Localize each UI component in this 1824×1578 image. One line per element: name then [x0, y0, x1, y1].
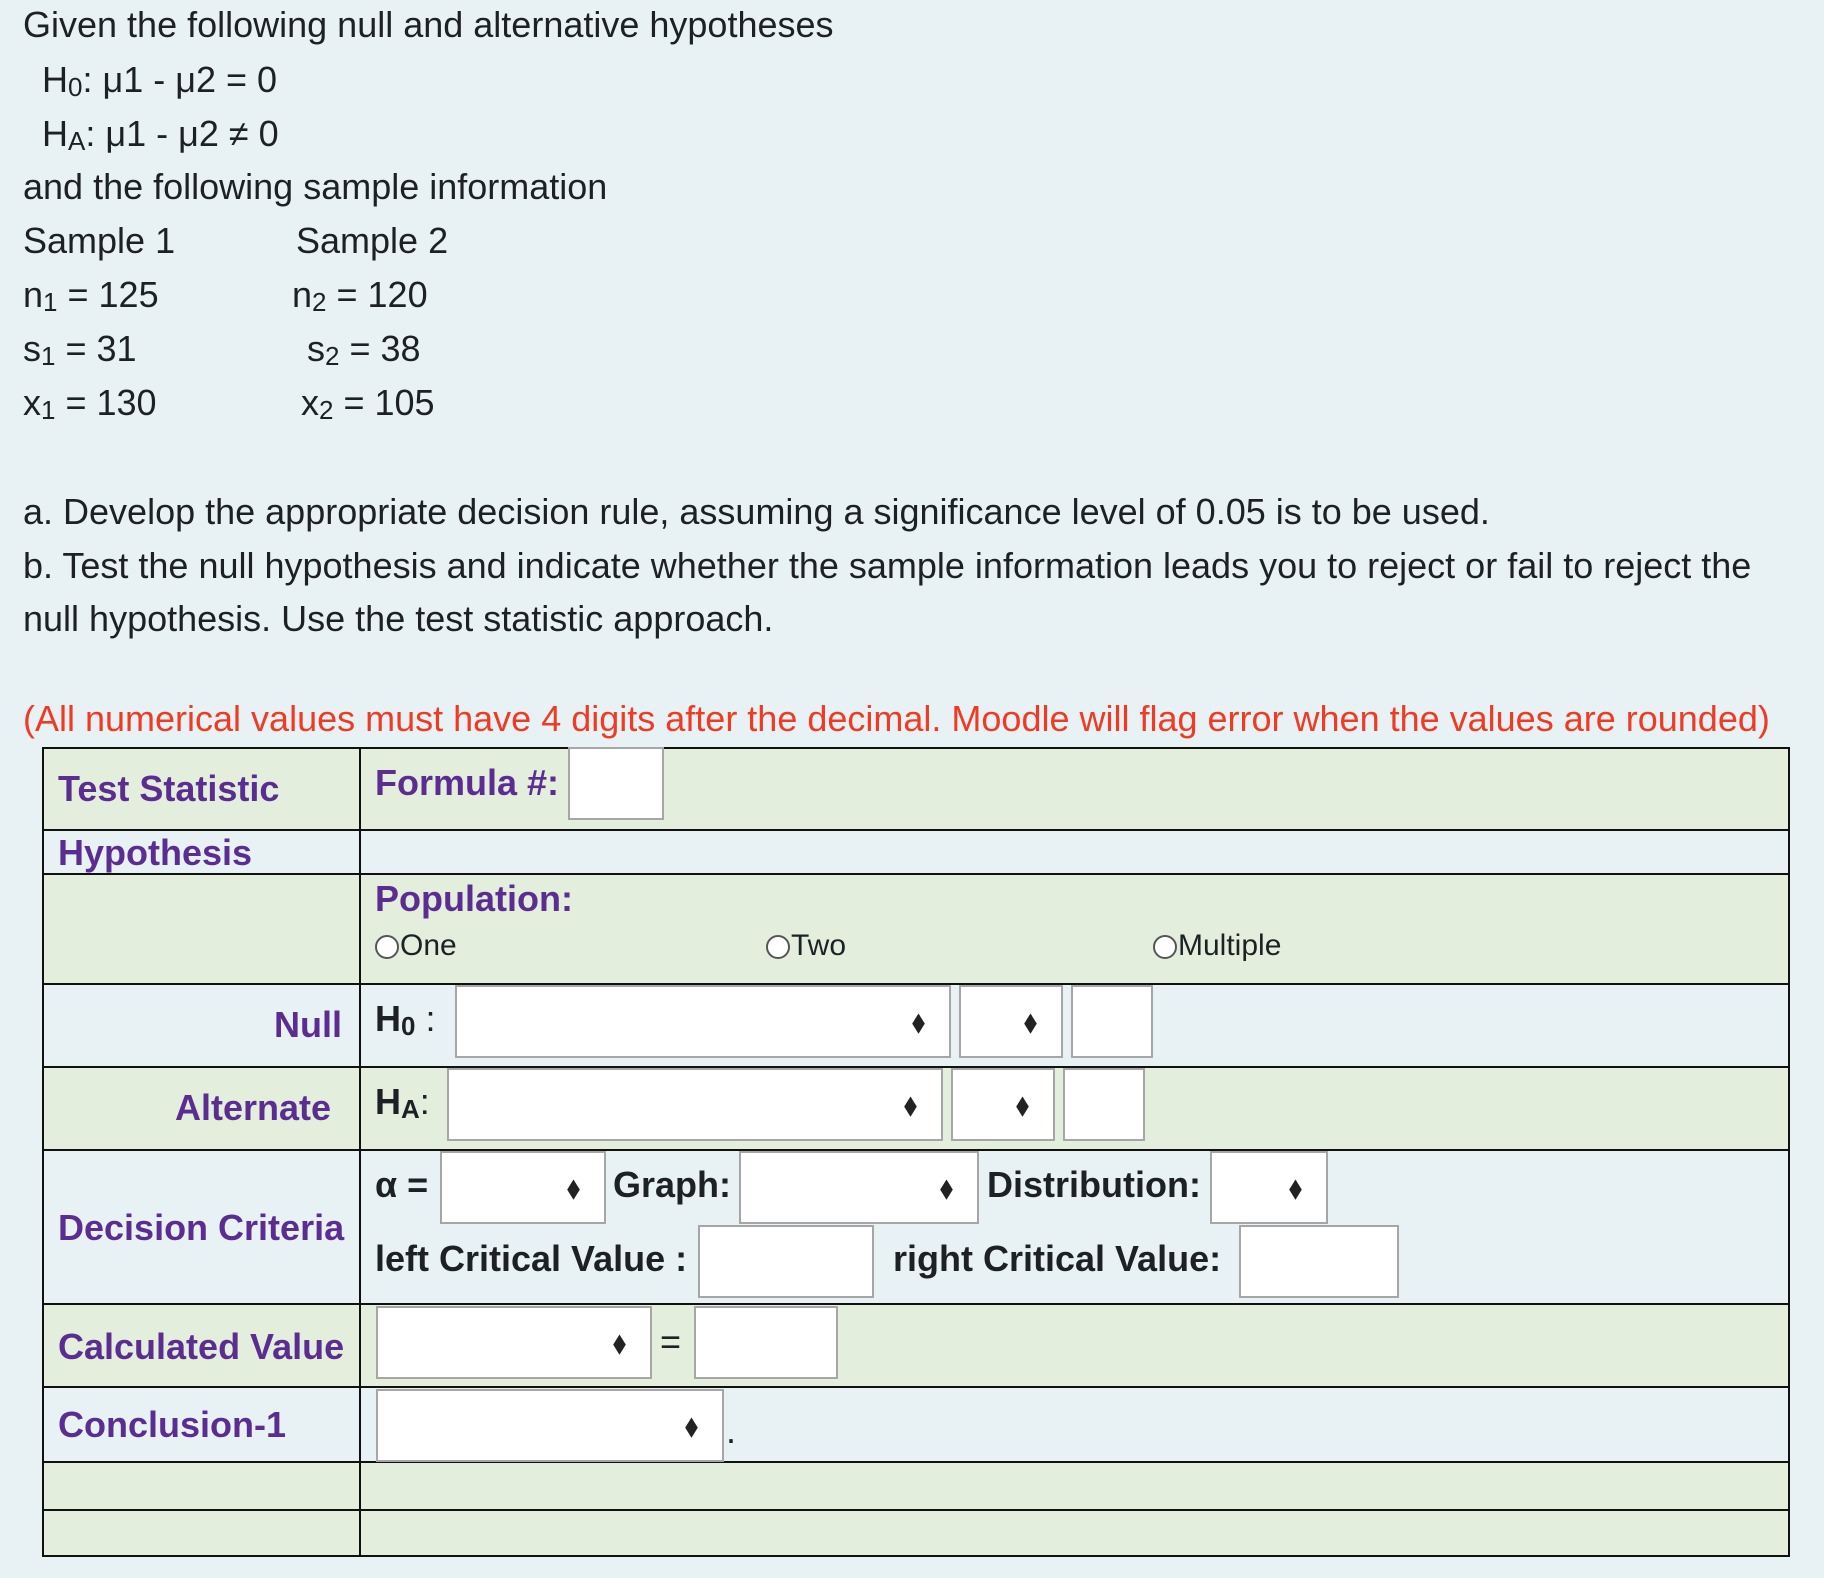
alternative-hypothesis-statement: HA: μ1 - μ2 ≠ 0 [42, 113, 279, 156]
row-population [42, 874, 1790, 984]
sample1-s: s1 = 31 [23, 328, 137, 371]
column-divider [359, 747, 361, 1557]
alternate-value-input[interactable] [1063, 1068, 1145, 1141]
null-parameter-select[interactable] [455, 985, 951, 1058]
rounding-warning: (All numerical values must have 4 digits after the decimal. Moodle will flag error when the values are rounded) [23, 698, 1770, 739]
equals-sign: = [660, 1321, 682, 1362]
population-option-one[interactable]: One [375, 926, 457, 966]
formula-label: Formula #: [375, 762, 560, 803]
calculated-value-input[interactable] [694, 1306, 838, 1379]
conclusion-select[interactable] [376, 1389, 724, 1462]
row-test-statistic [42, 747, 1790, 830]
distribution-select[interactable] [1210, 1151, 1328, 1224]
row-divider [42, 873, 1790, 875]
table-border-right [1788, 747, 1790, 1557]
conclusion-period: . [726, 1410, 737, 1451]
sample1-n: n1 = 125 [23, 274, 159, 317]
conclusion-label: Conclusion-1 [58, 1404, 287, 1445]
part-b-text-line1: b. Test the null hypothesis and indicate whether the sample information leads you to reject or fail to reject the [23, 545, 1752, 586]
table-border-top [42, 747, 1790, 749]
row-divider [42, 1303, 1790, 1305]
null-h0-label: H0 : [375, 998, 436, 1041]
intro-text: Given the following null and alternative hypotheses [23, 4, 834, 45]
alternate-label: Alternate [175, 1087, 332, 1128]
row-hypothesis [42, 830, 1790, 874]
sample2-x: x2 = 105 [301, 382, 435, 425]
left-critical-value-input[interactable] [698, 1225, 874, 1298]
calculated-value-label: Calculated Value [58, 1326, 345, 1367]
sample2-title: Sample 2 [296, 220, 449, 261]
radio-button[interactable] [766, 935, 790, 959]
alpha-select[interactable] [440, 1151, 606, 1224]
population-option-two[interactable]: Two [766, 926, 846, 966]
graph-select[interactable] [739, 1151, 979, 1224]
row-divider [42, 829, 1790, 831]
graph-label: Graph: [613, 1164, 732, 1205]
row-divider [42, 1461, 1790, 1463]
null-hypothesis-statement: H0: μ1 - μ2 = 0 [42, 59, 278, 102]
row-divider [42, 1386, 1790, 1388]
population-option-multiple[interactable]: Multiple [1153, 926, 1281, 966]
sample1-x: x1 = 130 [23, 382, 157, 425]
left-critical-value-label: left Critical Value : [375, 1238, 688, 1279]
null-value-input[interactable] [1071, 985, 1153, 1058]
row-empty-2 [42, 1510, 1790, 1557]
radio-button[interactable] [375, 935, 399, 959]
null-label: Null [274, 1004, 342, 1045]
alternate-parameter-select[interactable] [447, 1068, 943, 1141]
row-empty-1 [42, 1462, 1790, 1510]
calculated-value-select[interactable] [376, 1306, 652, 1379]
hypothesis-label: Hypothesis [58, 832, 253, 873]
right-critical-value-label: right Critical Value: [893, 1238, 1222, 1279]
sample-intro-text: and the following sample information [23, 166, 608, 207]
sample1-title: Sample 1 [23, 220, 176, 261]
null-operator-select[interactable] [959, 985, 1063, 1058]
radio-button[interactable] [1153, 935, 1177, 959]
sample2-n: n2 = 120 [292, 274, 428, 317]
answer-table [42, 747, 1790, 1557]
population-label: Population: [375, 878, 573, 919]
right-critical-value-input[interactable] [1239, 1225, 1399, 1298]
distribution-label: Distribution: [987, 1164, 1201, 1205]
part-b-text-line2: null hypothesis. Use the test statistic approach. [23, 598, 774, 639]
decision-criteria-label: Decision Criteria [58, 1207, 345, 1248]
row-conclusion [42, 1387, 1790, 1462]
part-a-text: a. Develop the appropriate decision rule, assuming a significance level of 0.05 is to be used. [23, 491, 1490, 532]
alternate-operator-select[interactable] [951, 1068, 1055, 1141]
alpha-label: α = [375, 1164, 429, 1205]
alternate-ha-label: HA: [375, 1081, 430, 1124]
formula-input[interactable] [568, 747, 664, 820]
row-divider [42, 1509, 1790, 1511]
table-border-left [42, 747, 44, 1557]
sample2-s: s2 = 38 [307, 328, 421, 371]
test-statistic-label: Test Statistic [58, 768, 280, 809]
table-border-bottom [42, 1555, 1790, 1557]
